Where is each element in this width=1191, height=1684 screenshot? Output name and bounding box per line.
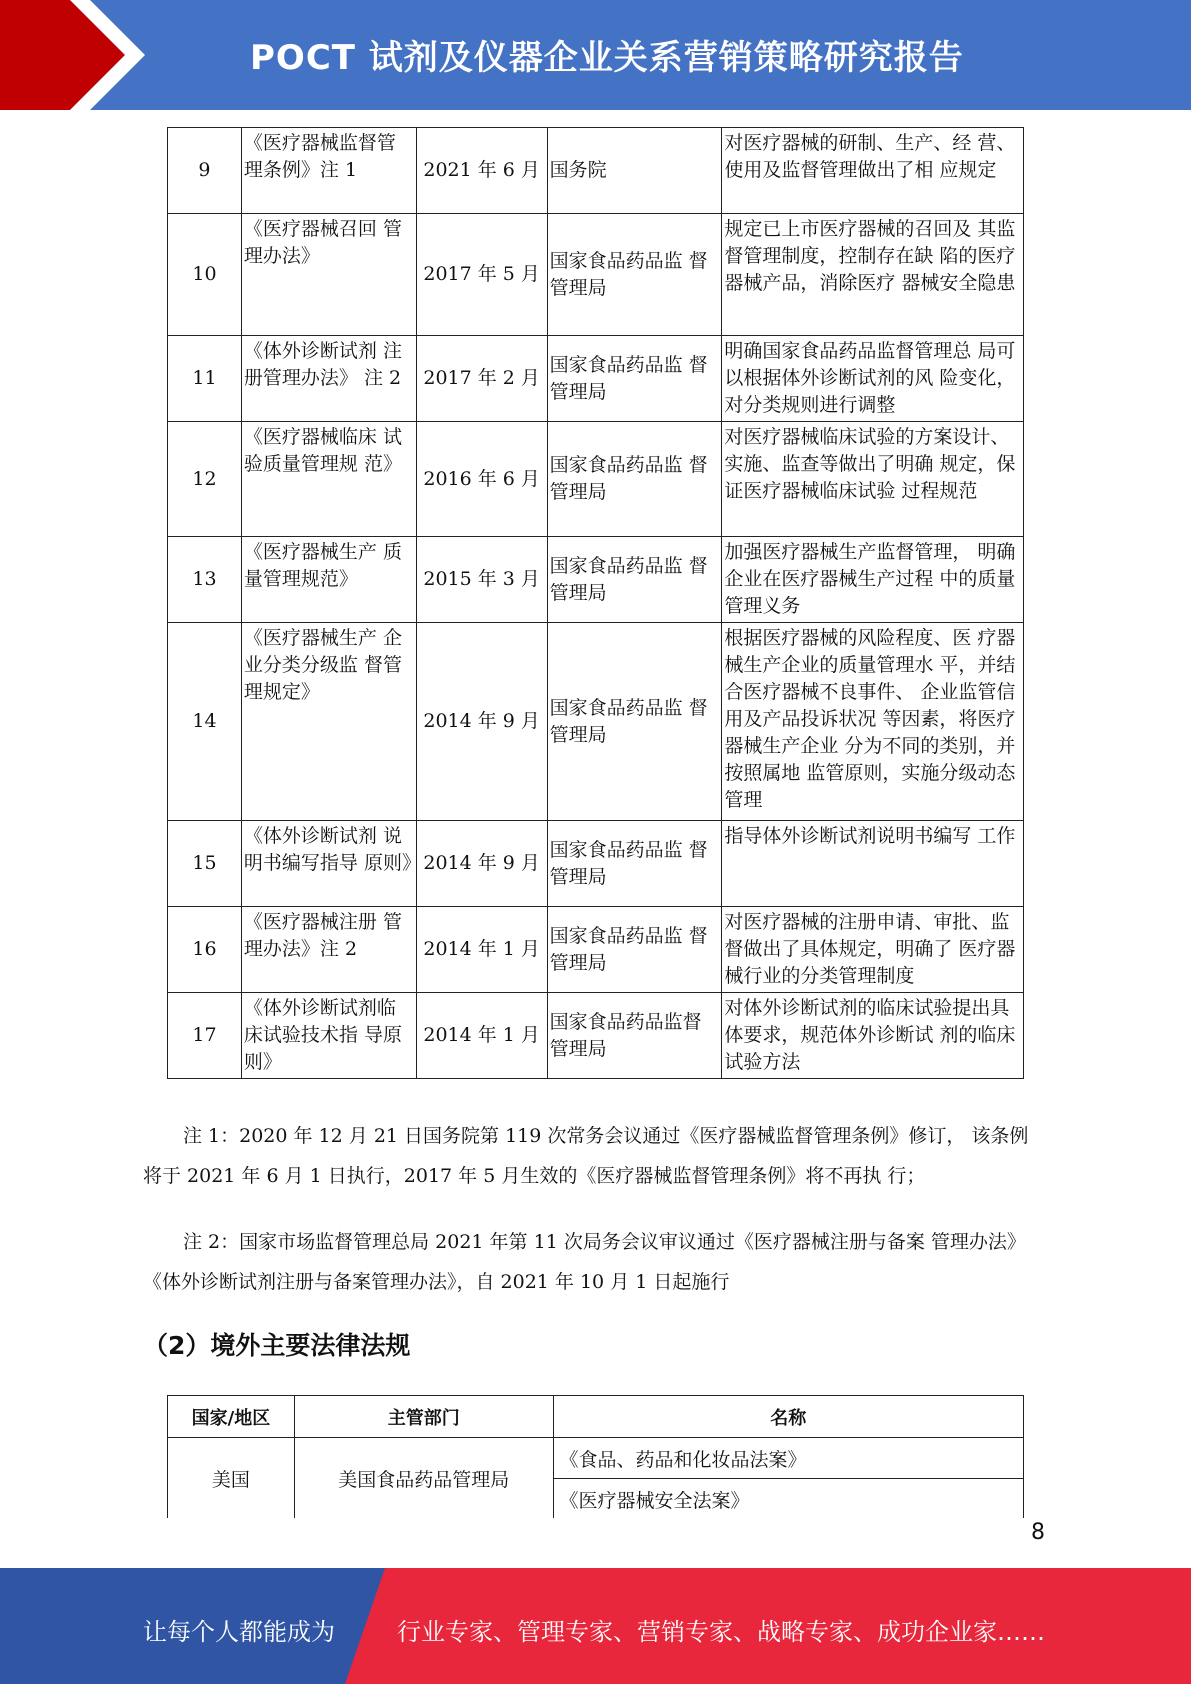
regulation-desc: 明确国家食品药品监督管理总 局可以根据体外诊断试剂的风 险变化，对分类规则进行调整 — [722, 336, 1024, 422]
row-number: 10 — [168, 214, 242, 336]
page-number: 8 — [1031, 1520, 1045, 1545]
region-cell: 美国 — [168, 1438, 295, 1520]
regulation-dept: 国家食品药品监 督管理局 — [547, 537, 722, 623]
regulation-dept: 国家食品药品监督管理局 — [547, 993, 722, 1079]
regulation-desc: 根据医疗器械的风险程度、医 疗器械生产企业的质量管理水 平，并结合医疗器械不良事件、 企业监管信用及产品投诉状况 等因素，将医疗器械生产企业 分为不同的类别，并按照属地 监管原则，实施分级动态管理 — [722, 623, 1024, 821]
section-heading: （2）境外主要法律法规 — [143, 1331, 411, 1360]
row-number: 15 — [168, 821, 242, 907]
row-number: 9 — [168, 128, 242, 214]
regulation-desc: 对医疗器械临床试验的方案设计、实施、监查等做出了明确 规定，保证医疗器械临床试验 过程规范 — [722, 422, 1024, 537]
regulation-name: 《体外诊断试剂 说明书编写指导 原则》 — [241, 821, 416, 907]
table-row — [168, 336, 1024, 422]
table-row — [168, 623, 1024, 821]
chevron-decoration-icon — [70, 0, 150, 110]
header-name: 名称 — [553, 1396, 1023, 1438]
row-number: 17 — [168, 993, 242, 1079]
table-row — [168, 1438, 1024, 1479]
table-row — [168, 128, 1024, 214]
footer-slogan-right: 行业专家、管理专家、营销专家、战略专家、成功企业家…… — [397, 1618, 1045, 1646]
regulation-name: 《医疗器械召回 管理办法》 — [241, 214, 416, 336]
law-cell: 《医疗器械安全法案》 — [553, 1479, 1023, 1520]
regulation-desc: 规定已上市医疗器械的召回及 其监督管理制度，控制存在缺 陷的医疗器械产品，消除医疗 器械安全隐患 — [722, 214, 1024, 336]
regulation-name: 《医疗器械监督管理条例》注 1 — [241, 128, 416, 214]
regulations-table — [167, 127, 1024, 1079]
header-region: 国家/地区 — [168, 1396, 295, 1438]
regulation-desc: 对体外诊断试剂的临床试验提出具体要求，规范体外诊断试 剂的临床试验方法 — [722, 993, 1024, 1079]
dept-cell: 美国食品药品管理局 — [294, 1438, 553, 1520]
regulation-date: 2014 年 1 月 — [416, 907, 547, 993]
page-footer — [0, 1568, 1191, 1684]
regulation-name: 《体外诊断试剂临床试验技术指 导原则》 — [241, 993, 416, 1079]
regulation-dept: 国家食品药品监 督管理局 — [547, 422, 722, 537]
regulation-dept: 国家食品药品监 督管理局 — [547, 907, 722, 993]
regulation-desc: 对医疗器械的研制、生产、经 营、使用及监督管理做出了相 应规定 — [722, 128, 1024, 214]
regulation-dept: 国家食品药品监 督管理局 — [547, 336, 722, 422]
regulation-name: 《医疗器械生产 质量管理规范》 — [241, 537, 416, 623]
regulation-date: 2016 年 6 月 — [416, 422, 547, 537]
regulation-dept: 国家食品药品监 督管理局 — [547, 623, 722, 821]
foreign-laws-table — [167, 1395, 1024, 1520]
regulation-name: 《医疗器械临床 试验质量管理规 范》 — [241, 422, 416, 537]
regulation-desc: 指导体外诊断试剂说明书编写 工作 — [722, 821, 1024, 907]
row-number: 11 — [168, 336, 242, 422]
footer-slogan-left: 让每个人都能成为 — [143, 1618, 335, 1646]
header-dept: 主管部门 — [294, 1396, 553, 1438]
row-number: 12 — [168, 422, 242, 537]
table-row — [168, 214, 1024, 336]
table-row — [168, 821, 1024, 907]
table-row — [168, 422, 1024, 537]
law-cell: 《食品、药品和化妆品法案》 — [553, 1438, 1023, 1479]
regulation-dept: 国务院 — [547, 128, 722, 214]
note-2: 注 2：国家市场监督管理总局 2021 年第 11 次局务会议审议通过《医疗器械注册与备案 管理办法》《体外诊断试剂注册与备案管理办法》，自 2021 年 10 月 1 日起施行 — [143, 1231, 1026, 1293]
regulation-date: 2017 年 5 月 — [416, 214, 547, 336]
regulation-date: 2014 年 9 月 — [416, 821, 547, 907]
table-row — [168, 993, 1024, 1079]
regulation-date: 2014 年 9 月 — [416, 623, 547, 821]
regulation-dept: 国家食品药品监 督管理局 — [547, 214, 722, 336]
regulation-desc: 加强医疗器械生产监督管理， 明确企业在医疗器械生产过程 中的质量管理义务 — [722, 537, 1024, 623]
page-title: POCT 试剂及仪器企业关系营销策略研究报告 — [250, 38, 964, 78]
regulation-date: 2017 年 2 月 — [416, 336, 547, 422]
regulation-desc: 对医疗器械的注册申请、审批、监督做出了具体规定，明确了 医疗器械行业的分类管理制度 — [722, 907, 1024, 993]
table-row — [168, 537, 1024, 623]
page-header — [0, 0, 1191, 110]
row-number: 14 — [168, 623, 242, 821]
row-number: 16 — [168, 907, 242, 993]
regulation-name: 《医疗器械注册 管理办法》注 2 — [241, 907, 416, 993]
header-red-block — [0, 0, 70, 110]
table-row — [168, 907, 1024, 993]
regulation-name: 《医疗器械生产 企业分类分级监 督管理规定》 — [241, 623, 416, 821]
regulation-name: 《体外诊断试剂 注册管理办法》 注 2 — [241, 336, 416, 422]
regulation-date: 2014 年 1 月 — [416, 993, 547, 1079]
regulation-date: 2021 年 6 月 — [416, 128, 547, 214]
regulation-dept: 国家食品药品监 督管理局 — [547, 821, 722, 907]
row-number: 13 — [168, 537, 242, 623]
regulation-date: 2015 年 3 月 — [416, 537, 547, 623]
note-1: 注 1：2020 年 12 月 21 日国务院第 119 次常务会议通过《医疗器械监督管理条例》修订， 该条例将于 2021 年 6 月 1 日执行，2017 年 5 月生效的《医疗器械监督管理条例》将不再执 行； — [143, 1125, 1029, 1187]
